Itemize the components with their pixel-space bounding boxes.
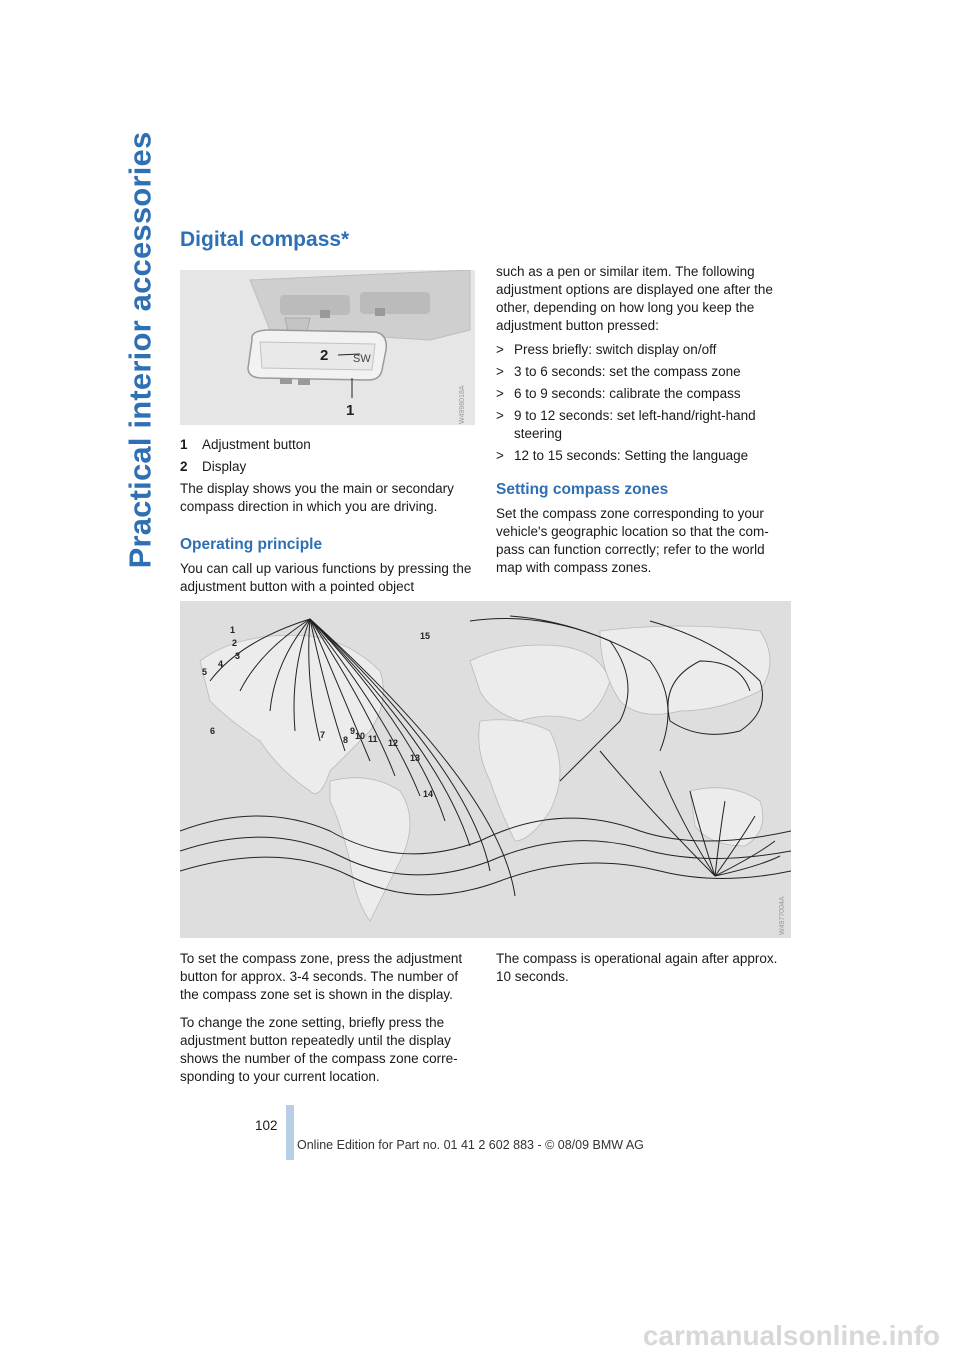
callout-1: 1 — [346, 402, 355, 419]
intro-paragraph: The display shows you the main or secondary compass direction in which you are driving. — [180, 481, 454, 514]
callout-2: 2 — [320, 347, 329, 364]
option-item: > Press briefly: switch display on/off — [496, 342, 717, 357]
zone-label: 1 — [230, 625, 236, 635]
zone-label: 15 — [420, 631, 431, 641]
zone-label: 5 — [202, 667, 208, 677]
option-item: > 12 to 15 seconds: Setting the language — [496, 448, 749, 463]
bottom-paragraph-2: To change the zone setting, briefly press the adjustment button repeatedly until the display shows the number of the compass zone corre-sponding to your current location. — [180, 1015, 458, 1084]
zone-label: 9 — [350, 726, 356, 736]
watermark — [0, 1305, 960, 1358]
zone-label: 13 — [410, 753, 421, 763]
bottom-paragraph-1: To set the compass zone, press the adjustment button for approx. 3-4 seconds. The number of the compass zone set is shown in the display. — [180, 951, 463, 1002]
zone-label: 10 — [355, 731, 366, 741]
mirror-figure — [180, 270, 475, 425]
operating-heading: Operating principle — [180, 536, 323, 553]
section-title: Digital compass* — [180, 228, 350, 251]
page-number: 102 — [255, 1118, 278, 1133]
zone-label: 14 — [423, 789, 434, 799]
option-item: > 6 to 9 seconds: calibrate the compass — [496, 386, 741, 401]
sidebar-title — [118, 30, 162, 670]
zone-label: 4 — [218, 659, 224, 669]
zone-label: 8 — [343, 735, 349, 745]
zone-label: 6 — [210, 726, 216, 736]
compass-zone-map — [180, 601, 791, 938]
legend-item: 2 Display — [180, 459, 247, 474]
bottom-left-column — [180, 950, 475, 1086]
footer-edition: Online Edition for Part no. 01 41 2 602 883 - © 08/09 BMW AG — [297, 1138, 644, 1152]
mirror-display-text: SW — [353, 353, 371, 365]
left-column — [180, 436, 475, 596]
zone-label: 12 — [388, 738, 399, 748]
zone-label: 11 — [368, 734, 378, 744]
zones-paragraph: Set the compass zone corresponding to your vehicle's geographic location so that the com-pass can function correctly; refer to the world map with compass zones. — [496, 506, 769, 575]
option-item: > 3 to 6 seconds: set the compass zone — [496, 364, 741, 379]
zone-label: 2 — [232, 638, 238, 648]
zone-label: 7 — [320, 730, 326, 740]
option-item: > 9 to 12 seconds: set left-hand/right-hand steering — [496, 408, 756, 441]
watermark-text: carmanualsonline.info — [642, 1320, 940, 1351]
bottom-right-column — [496, 950, 791, 986]
map-code: W4977004A — [779, 896, 786, 935]
operating-paragraph-b: such as a pen or similar item. The following adjustment options are displayed one after the other, depending on how long you keep the adjustment button pressed: — [496, 264, 773, 333]
zones-heading: Setting compass zones — [496, 481, 669, 498]
zone-label: 3 — [235, 651, 241, 661]
sidebar-title-text: Practical interior accessories — [122, 131, 157, 569]
legend-item: 1 Adjustment button — [180, 437, 311, 452]
right-column — [496, 263, 791, 577]
figure1-code: W4998018A — [459, 385, 466, 424]
footer-bar — [286, 1105, 294, 1160]
bottom-paragraph-3: The compass is operational again after approx. 10 seconds. — [496, 951, 778, 984]
operating-paragraph-a: You can call up various functions by pressing the adjustment button with a pointed object — [180, 561, 472, 594]
